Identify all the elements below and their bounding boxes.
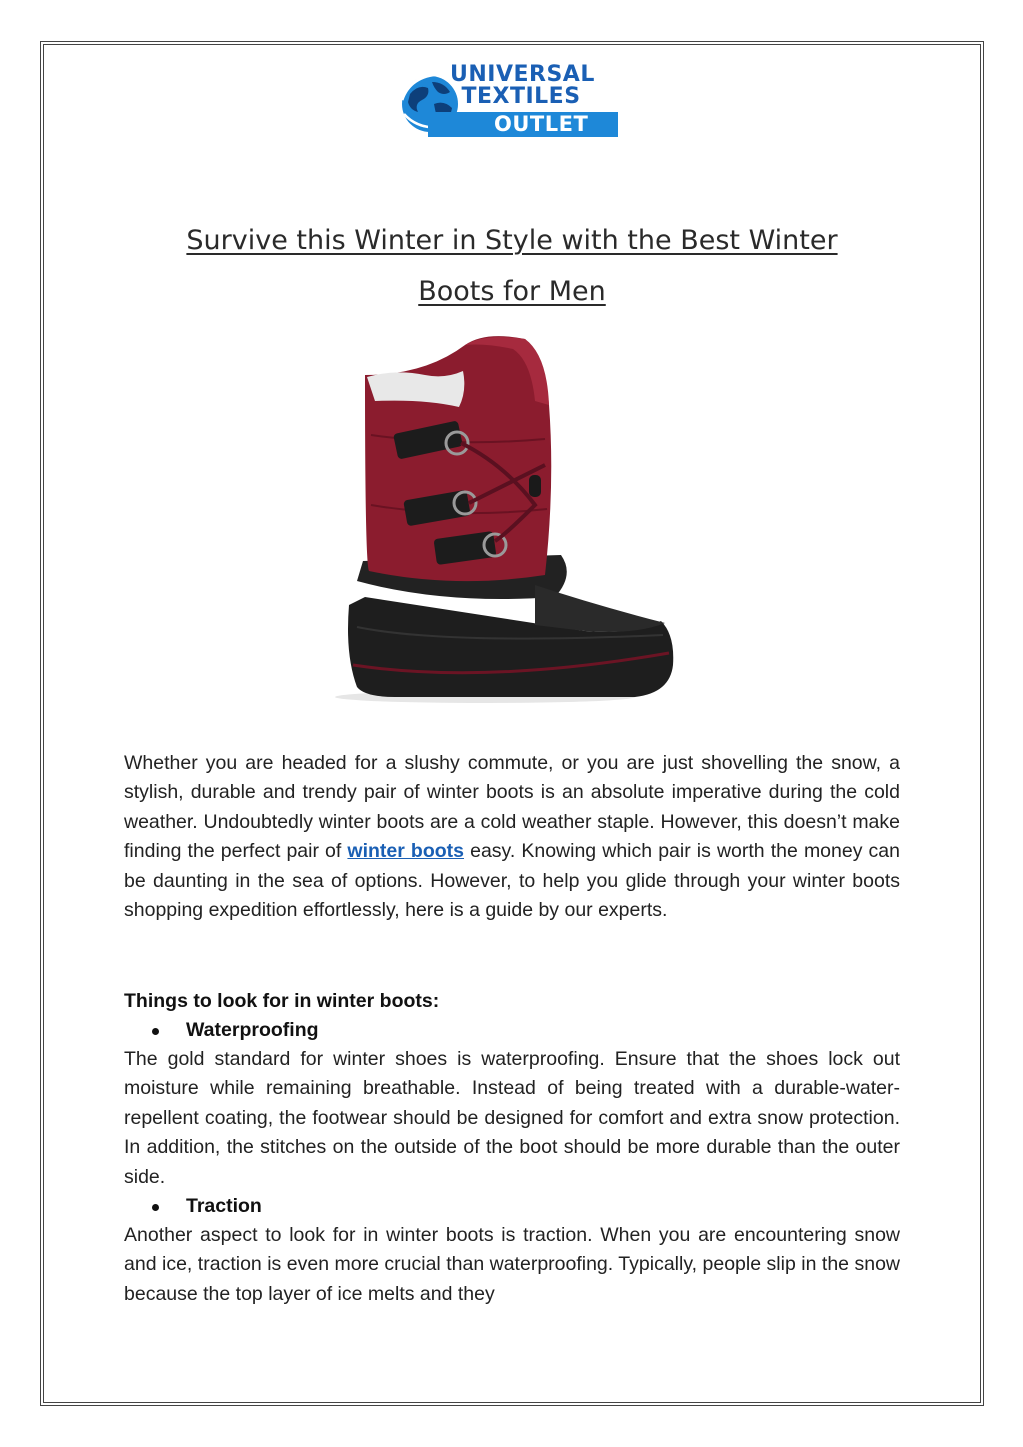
winter-boots-link[interactable]: winter boots <box>347 840 465 863</box>
bullet-dot <box>152 1204 159 1211</box>
page-title-line2: Boots for Men <box>418 276 606 307</box>
logo-band <box>428 112 618 137</box>
bullet-dot <box>152 1028 159 1035</box>
logo-text-outlet: OUTLET <box>494 112 589 136</box>
bullet-label: Traction <box>186 1195 262 1217</box>
traction-paragraph: Another aspect to look for in winter boots is traction. When you are encountering snow and ice, traction is even more crucial than waterproofing. Typically, people slip in the snow because the top layer of ice melts and they <box>124 1224 900 1305</box>
bullet-label: Waterproofing <box>186 1019 319 1041</box>
section-heading: Things to look for in winter boots: <box>124 990 440 1012</box>
intro-paragraph: Whether you are headed for a slushy commute, or you are just shovelling the snow, a stylish, durable and trendy pair of winter boots is an absolute imperative during the cold weather. Undoubtedly winter boots are a cold weather staple. However, this doesn’t make finding the perfect pair of winter boots easy. Knowing which pair is worth the money can be daunting in the sea of options. However, to help you glide through your winter boots shopping expedition effortlessly, here is a guide by our experts. <box>124 752 900 922</box>
waterproofing-paragraph: The gold standard for winter shoes is waterproofing. Ensure that the shoes lock out moisture while remaining breathable. Instead of being treated with a durable-water-repellent coating, the footwear should be designed for comfort and extra snow protection. In addition, the stitches on the outside of the boot should be more durable than the outer side. <box>124 1048 900 1188</box>
winter-boot-image <box>335 335 680 705</box>
logo-text-universal: UNIVERSAL <box>450 62 595 87</box>
page-title-line1: Survive this Winter in Style with the Best Winter <box>186 225 838 256</box>
logo-text-textiles: TEXTILES <box>461 84 581 109</box>
brand-logo <box>400 64 620 140</box>
page-title <box>124 215 900 317</box>
